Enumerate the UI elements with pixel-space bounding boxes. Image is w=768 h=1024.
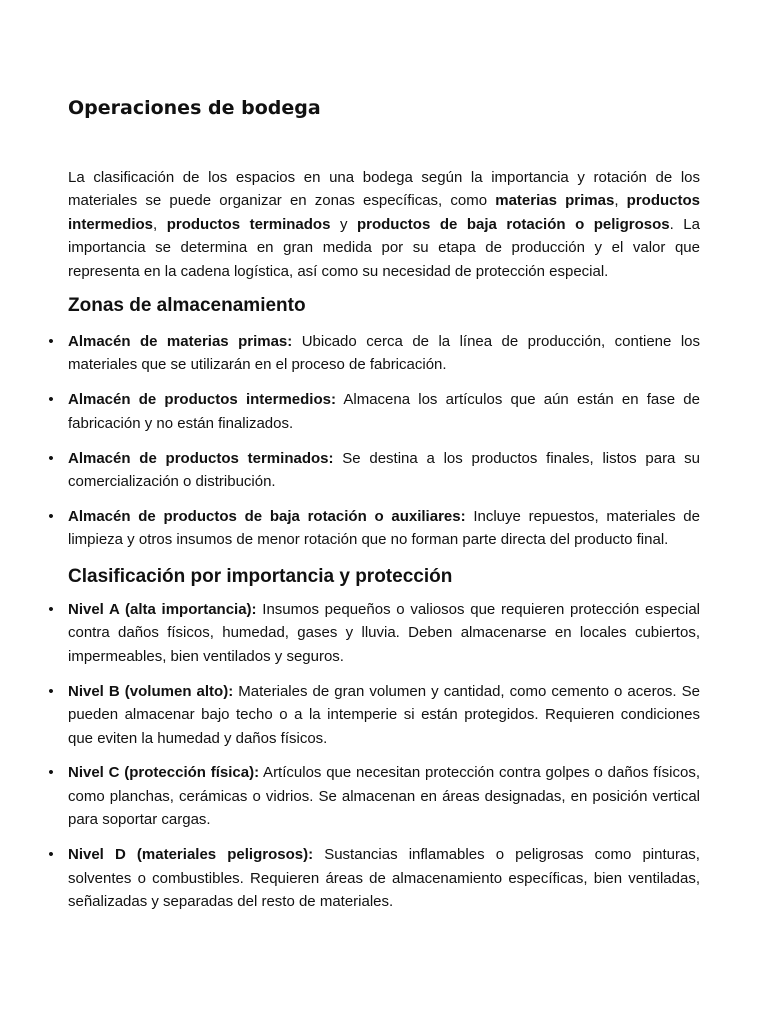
list-item-nivel-c: [48, 761, 700, 831]
item-text: Artículos que necesitan protección contra golpes o daños físicos, como planchas, cerámicas o vidrios. Se almacenan en áreas designadas, en posición vertical para soportar cargas.: [68, 764, 700, 829]
intro-bold-productos-terminados: productos terminados: [166, 215, 331, 233]
item-label: Almacén de productos terminados:: [68, 449, 334, 467]
list-item-baja-rotacion: [48, 505, 700, 552]
classification-heading: Clasificación por importancia y protección: [68, 566, 453, 587]
item-label: Nivel D (materiales peligrosos):: [68, 846, 314, 864]
item-text: Se destina a los productos finales, listos para su comercialización o distribución.: [68, 449, 701, 491]
bullet-icon: •: [48, 764, 54, 782]
intro-separator-1: ,: [614, 192, 627, 210]
item-text: Insumos pequeños o valiosos que requieren protección especial contra daños físicos, humedad, gases y lluvia. Deben almacenarse en locales cubiertos, impermeables, bien ventilados y seguros.: [68, 601, 700, 665]
item-text: Sustancias inflamables o peligrosas como pinturas, solventes o combustibles. Requieren áreas de almacenamiento específicas, bien ventiladas, señalizadas y separadas del resto de materiales.: [68, 846, 700, 910]
bullet-icon: •: [48, 682, 54, 700]
item-label: Almacén de productos intermedios:: [68, 391, 336, 409]
zones-list: [48, 330, 701, 563]
item-label: Nivel C (protección física):: [68, 764, 260, 782]
list-item-productos-terminados: [48, 447, 701, 494]
intro-text-1: La clasificación de los espacios en una bodega según la importancia y rotación de los materiales se puede organizar en zonas específicas, como: [68, 169, 700, 210]
intro-text-2: . La importancia se determina en gran medida por su etapa de producción y el valor que representa en la cadena logística, así como su necesidad de protección especial.: [68, 215, 700, 280]
list-item-nivel-d: [48, 843, 700, 913]
bullet-icon: •: [48, 601, 54, 618]
bullet-icon: •: [48, 507, 54, 525]
intro-bold-baja-rotacion: productos de baja rotación o peligrosos: [356, 215, 670, 233]
bullet-icon: •: [48, 846, 54, 864]
item-label: Almacén de materias primas:: [68, 333, 293, 350]
item-text: Ubicado cerca de la línea de producción, contiene los materiales que se utilizarán en el proceso de fabricación.: [68, 333, 700, 374]
intro-paragraph: [68, 166, 700, 283]
intro-separator-3: y: [330, 215, 357, 233]
bullet-icon: •: [48, 449, 54, 467]
list-item-nivel-b: [48, 680, 700, 750]
item-label: Nivel B (volumen alto):: [68, 682, 234, 700]
intro-bold-productos-intermedios: productos intermedios: [68, 192, 700, 233]
item-text: Materiales de gran volumen y cantidad, como cemento o aceros. Se pueden almacenar bajo techo o a la intemperie si están protegidos. Requieren condiciones que eviten la humedad y daños físicos.: [68, 682, 700, 747]
list-item-materias-primas: [48, 330, 700, 377]
page-title: Operaciones de bodega: [68, 97, 321, 119]
intro-bold-materias-primas: materias primas: [495, 192, 615, 210]
classification-list: [48, 598, 700, 925]
list-item-nivel-a: [48, 598, 700, 668]
zones-heading: Zonas de almacenamiento: [68, 295, 306, 316]
item-label: Nivel A (alta importancia):: [68, 601, 257, 618]
item-text: Almacena los artículos que aún están en fase de fabricación y no están finalizados.: [68, 391, 700, 432]
bullet-icon: •: [48, 391, 54, 409]
item-label: Almacén de productos de baja rotación o auxiliares:: [68, 507, 466, 525]
bullet-icon: •: [48, 333, 54, 350]
intro-separator-2: ,: [153, 215, 167, 233]
list-item-productos-intermedios: [48, 388, 700, 435]
item-text: Incluye repuestos, materiales de limpieza y otros insumos de menor rotación que no forman parte directa del producto final.: [68, 507, 700, 549]
